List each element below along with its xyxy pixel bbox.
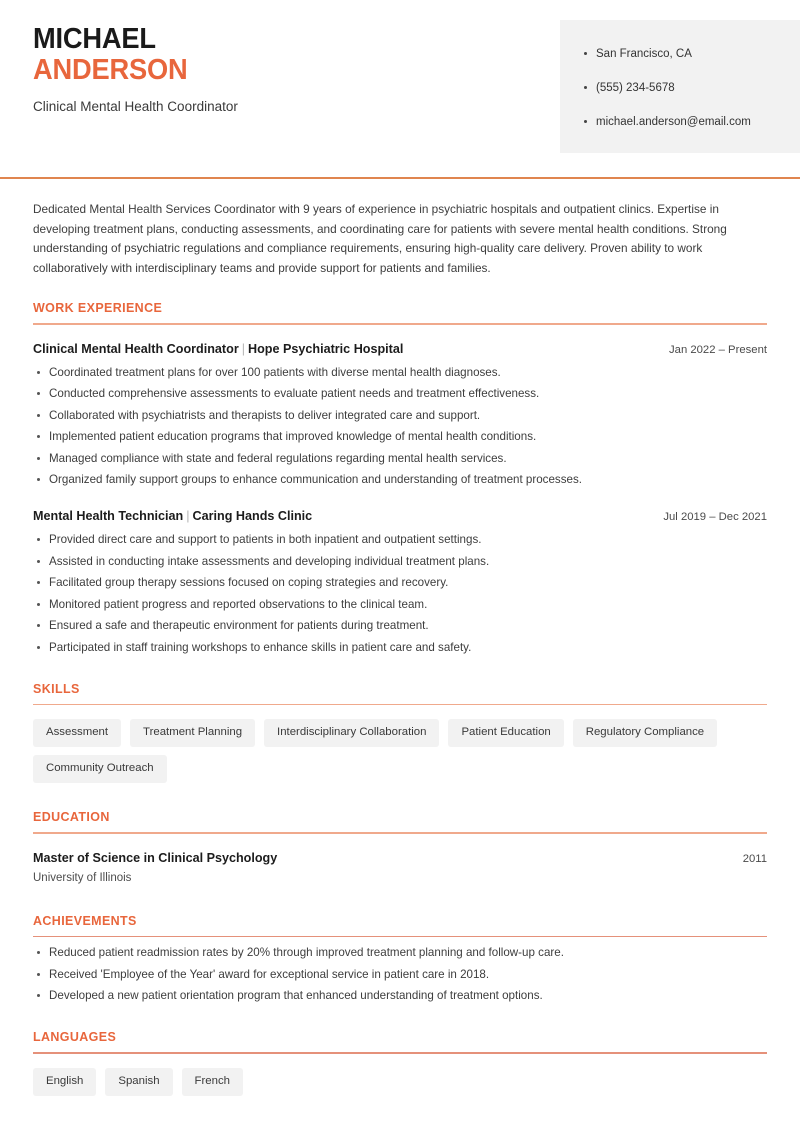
work-entry-bullets: [33, 533, 767, 655]
work-entry-title: [33, 341, 403, 357]
contact-phone[interactable]: (555) 234-5678: [584, 81, 800, 95]
bullet-item: Assisted in conducting intake assessments and developing individual treatment plans.: [33, 555, 767, 569]
professional-summary: Dedicated Mental Health Services Coordinator with 9 years of experience in psychiatric hospitals and outpatient clinics. Expertise in developing treatment plans, conducting assessments, and coordinating care for patients with severe mental health conditions. Strong understanding of psychiatric regulations and compliance requirements, ensuring high-quality care delivery. Proven ability to work collaboratively with interdisciplinary teams and provide support for patients and families.: [33, 202, 727, 275]
language-chip: English: [33, 1068, 96, 1096]
first-name: MICHAEL: [33, 23, 156, 55]
bullet-item: Facilitated group therapy sessions focused on coping strategies and recovery.: [33, 576, 767, 590]
skill-chip: Assessment: [33, 719, 121, 747]
section-languages: [33, 1029, 767, 1096]
skill-chip: Community Outreach: [33, 755, 167, 783]
section-skills: [33, 681, 767, 784]
education-entry-header: [33, 850, 767, 866]
last-name: ANDERSON: [33, 54, 188, 86]
section-work-experience: [33, 300, 767, 655]
contact-panel: [560, 20, 800, 153]
section-divider: [33, 832, 767, 834]
contact-email[interactable]: michael.anderson@email.com: [584, 115, 800, 129]
skill-chip: Interdisciplinary Collaboration: [264, 719, 439, 747]
work-entry-date: Jan 2022 – Present: [669, 343, 767, 356]
bullet-item: Participated in staff training workshops to enhance skills in patient care and safety.: [33, 641, 767, 655]
section-title-education: EDUCATION: [33, 809, 110, 824]
bullet-item: Managed compliance with state and federal regulations regarding mental health services.: [33, 452, 767, 466]
education-entry: [33, 850, 767, 886]
section-achievements: [33, 913, 767, 1004]
contact-location: San Francisco, CA: [584, 47, 800, 61]
education-institution: University of Illinois: [33, 871, 132, 884]
professional-title: Clinical Mental Health Coordinator: [33, 99, 238, 114]
work-role: Mental Health Technician: [33, 509, 184, 523]
resume-body: [0, 200, 800, 1096]
skill-chip: Regulatory Compliance: [573, 719, 717, 747]
bullet-item: Organized family support groups to enhance communication and understanding of treatment processes.: [33, 473, 767, 487]
achievement-item: Reduced patient readmission rates by 20% through improved treatment planning and follow-up care.: [33, 946, 767, 960]
work-entry: [33, 341, 767, 488]
bullet-item: Provided direct care and support to patients in both inpatient and outpatient settings.: [33, 533, 767, 547]
section-divider: [33, 704, 767, 706]
bullet-item: Collaborated with psychiatrists and therapists to deliver integrated care and support.: [33, 409, 767, 423]
education-degree: Master of Science in Clinical Psychology: [33, 850, 278, 865]
section-title-work-experience: WORK EXPERIENCE: [33, 300, 163, 315]
language-chip: Spanish: [105, 1068, 172, 1096]
work-entry-bullets: [33, 366, 767, 488]
work-entry-title: [33, 508, 312, 524]
title-separator: |: [186, 509, 190, 523]
language-chip: French: [182, 1068, 243, 1096]
education-year: 2011: [742, 852, 767, 865]
work-company: Caring Hands Clinic: [192, 509, 313, 523]
skill-chip: Patient Education: [448, 719, 563, 747]
section-title-skills: SKILLS: [33, 680, 80, 696]
title-separator: |: [241, 341, 245, 356]
resume-header: [0, 0, 800, 177]
header-identity-block: [0, 0, 238, 177]
section-divider: [33, 323, 767, 325]
work-role: Clinical Mental Health Coordinator: [33, 341, 239, 356]
work-entry-header: [33, 341, 767, 357]
work-entry-header: [33, 508, 767, 524]
bullet-item: Implemented patient education programs that improved knowledge of mental health conditions.: [33, 430, 767, 444]
work-entry-date: Jul 2019 – Dec 2021: [663, 511, 767, 523]
achievements-list: [33, 946, 767, 1003]
section-divider: [33, 1052, 767, 1054]
skills-chip-list: [33, 719, 767, 783]
work-company: Hope Psychiatric Hospital: [248, 341, 404, 356]
bullet-item: Monitored patient progress and reported observations to the clinical team.: [33, 598, 767, 612]
achievement-item: Developed a new patient orientation program that enhanced understanding of treatment options.: [33, 989, 767, 1003]
bullet-item: Ensured a safe and therapeutic environment for patients during treatment.: [33, 619, 767, 633]
languages-chip-list: [33, 1068, 767, 1096]
skill-chip: Treatment Planning: [130, 719, 255, 747]
section-education: [33, 809, 767, 886]
bullet-item: Conducted comprehensive assessments to evaluate patient needs and treatment effectiveness.: [33, 387, 767, 401]
work-entry: [33, 508, 767, 655]
achievement-item: Received 'Employee of the Year' award for exceptional service in patient care in 2018.: [33, 968, 767, 982]
section-divider: [33, 936, 767, 938]
section-title-achievements: ACHIEVEMENTS: [33, 912, 137, 928]
section-title-languages: LANGUAGES: [33, 1029, 117, 1044]
bullet-item: Coordinated treatment plans for over 100 patients with diverse mental health diagnoses.: [33, 366, 767, 380]
header-divider: [0, 177, 800, 179]
